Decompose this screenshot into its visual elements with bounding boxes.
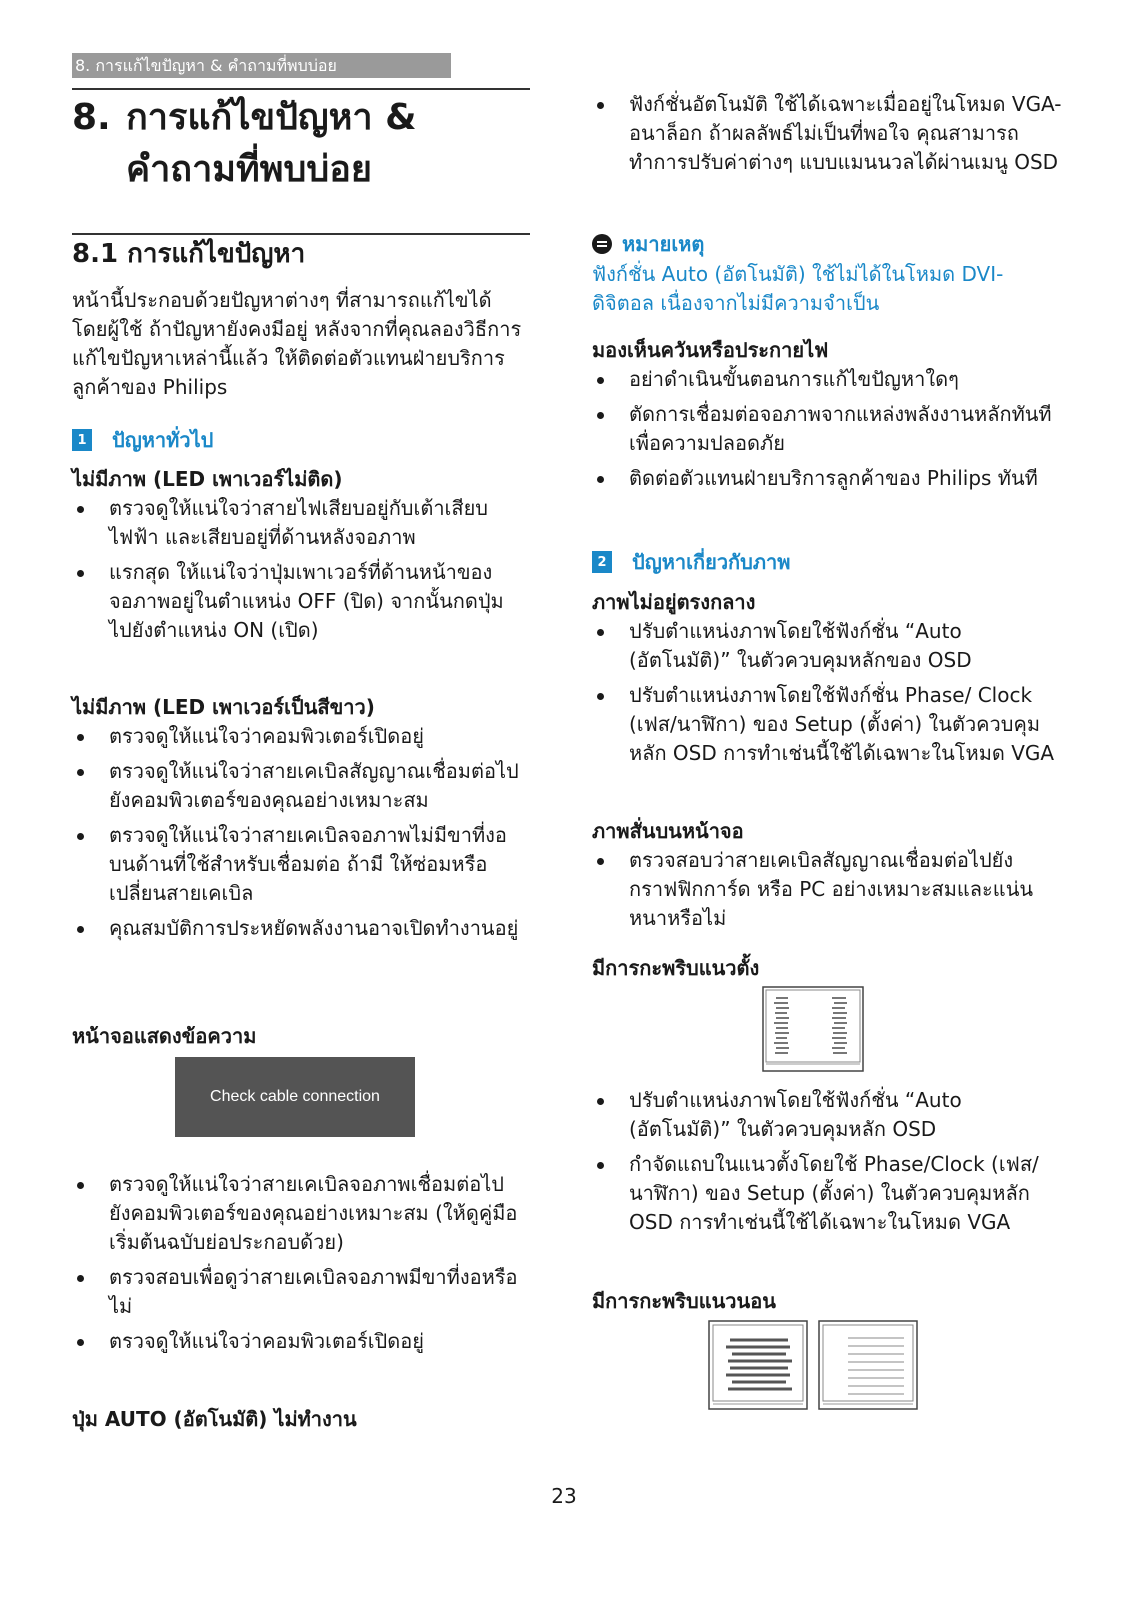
title-rule-bottom [72, 233, 530, 235]
chapter-title [72, 92, 416, 196]
vibrating-block [592, 817, 1062, 939]
section-general-title: ปัญหาทั่วไป [112, 428, 214, 452]
horizontal-flicker-figure [708, 1320, 920, 1412]
smoke-block [592, 336, 1062, 499]
subheading: ไม่มีภาพ (LED เพาเวอร์เป็นสีขาว) [72, 695, 375, 719]
list-item: ตรวจดูให้แน่ใจว่าสายเคเบิลจอภาพไม่มีขาที่งอบนด้านที่ใช้สำหรับเชื่อมต่อ ถ้ามี ให้ซ่อมหรือเปลี่ยนสายเคเบิล [72, 821, 522, 908]
list-item: ตรวจสอบเพื่อดูว่าสายเคเบิลจอภาพมีขาที่งอหรือไม่ [72, 1263, 522, 1321]
intro-text: หน้านี้ประกอบด้วยปัญหาต่างๆ ที่สามารถแก้ไขได้โดยผู้ใช้ ถ้าปัญหายังคงมีอยู่ หลังจากที่คุณลองวิธีการแก้ไขปัญหาเหล่านี้แล้ว ให้ติดต่อตัวแทนฝ่ายบริการลูกค้าของ Philips [72, 288, 522, 399]
subheading: ไม่มีภาพ (LED เพาเวอร์ไม่ติด) [72, 467, 343, 491]
cable-message-box: Check cable connection [175, 1057, 415, 1137]
note-block [592, 228, 1062, 318]
section-image [592, 546, 790, 578]
subheading: มองเห็นควันหรือประกายไฟ [592, 338, 829, 362]
screen-message-list [72, 1170, 522, 1362]
section-general [72, 424, 213, 456]
list-item: ตรวจดูให้แน่ใจว่าสายเคเบิลสัญญาณเชื่อมต่อไปยังคอมพิวเตอร์ของคุณอย่างเหมาะสม [72, 757, 522, 815]
section-title: 8.1 การแก้ไขปัญหา [72, 239, 306, 269]
note-icon [592, 234, 612, 254]
section-badge: 2 [592, 551, 612, 573]
section-badge: 1 [72, 429, 92, 451]
subheading: มีการกะพริบแนวตั้ง [592, 956, 760, 980]
chapter-tag: 8. การแก้ไขปัญหา & คำถามที่พบบ่อย [72, 53, 451, 78]
chapter-title-line2: คำถามที่พบบ่อย [126, 149, 372, 190]
list-item: ตรวจดูให้แน่ใจว่าสายไฟเสียบอยู่กับเต้าเสียบไฟฟ้า และเสียบอยู่ที่ด้านหลังจอภาพ [72, 494, 522, 552]
list-item: ตรวจดูให้แน่ใจว่าคอมพิวเตอร์เปิดอยู่ [72, 722, 522, 751]
list-item: กำจัดแถบในแนวตั้งโดยใช้ Phase/Clock (เฟส/นาฬิกา) ของ Setup (ตั้งค่า) ในตัวควบคุมหลัก OSD การทำเช่นนี้ใช้ได้เฉพาะในโหมด VGA [592, 1150, 1062, 1237]
list-item: ตรวจสอบว่าสายเคเบิลสัญญาณเชื่อมต่อไปยังกราฟฟิกการ์ด หรือ PC อย่างเหมาะสมและแน่นหนาหรือไม่ [592, 846, 1062, 933]
chapter-title-line1: การแก้ไขปัญหา & [126, 97, 417, 138]
intro-block [72, 286, 522, 402]
subheading: ภาพสั่นบนหน้าจอ [592, 819, 744, 843]
list-item: ปรับตำแหน่งภาพโดยใช้ฟังก์ชั่น “Auto (อัตโนมัติ)” ในตัวควบคุมหลัก OSD [592, 1086, 1062, 1144]
auto-button-heading [72, 1405, 522, 1434]
subheading: หน้าจอแสดงข้อความ [72, 1024, 257, 1048]
vertical-flicker-figure [762, 986, 864, 1072]
subheading: มีการกะพริบแนวนอน [592, 1289, 776, 1313]
list-item: คุณสมบัติการประหยัดพลังงานอาจเปิดทำงานอยู่ [72, 914, 522, 943]
section-image-title: ปัญหาเกี่ยวกับภาพ [632, 550, 791, 574]
screen-message-heading [72, 1022, 522, 1051]
list-item: ตรวจดูให้แน่ใจว่าคอมพิวเตอร์เปิดอยู่ [72, 1327, 522, 1356]
no-picture-led-off [72, 465, 522, 651]
list-item: ปรับตำแหน่งภาพโดยใช้ฟังก์ชั่น Phase/ Clock (เฟส/นาฬิกา) ของ Setup (ตั้งค่า) ในตัวควบคุมหลัก OSD การทำเช่นนี้ใช้ได้เฉพาะในโหมด VGA [592, 681, 1062, 768]
subheading: ปุ่ม AUTO (อัตโนมัติ) ไม่ทำงาน [72, 1407, 357, 1431]
list-item: ตรวจดูให้แน่ใจว่าสายเคเบิลจอภาพเชื่อมต่อไปยังคอมพิวเตอร์ของคุณอย่างเหมาะสม (ให้ดูคู่มือเริ่มต้นฉบับย่อประกอบด้วย) [72, 1170, 522, 1257]
not-centered-block [592, 588, 1062, 774]
list-item: ติดต่อตัวแทนฝ่ายบริการลูกค้าของ Philips ทันที [592, 464, 1062, 493]
horizontal-flicker-heading [592, 1287, 1062, 1316]
list-item: อย่าดำเนินขั้นตอนการแก้ไขปัญหาใดๆ [592, 365, 1062, 394]
list-item: แรกสุด ให้แน่ใจว่าปุ่มเพาเวอร์ที่ด้านหน้าของจอภาพอยู่ในตำแหน่ง OFF (ปิด) จากนั้นกดปุ่มไปยังตำแหน่ง ON (เปิด) [72, 558, 522, 645]
chapter-number: 8. [72, 97, 111, 138]
no-picture-led-white [72, 693, 522, 949]
title-rule-top [72, 88, 530, 90]
auto-item-block [592, 90, 1062, 183]
list-item: ปรับตำแหน่งภาพโดยใช้ฟังก์ชั่น “Auto (อัตโนมัติ)” ในตัวควบคุมหลักของ OSD [592, 617, 1062, 675]
list-item: ฟังก์ชั่นอัตโนมัติ ใช้ได้เฉพาะเมื่ออยู่ในโหมด VGA- อนาล็อก ถ้าผลลัพธ์ไม่เป็นที่พอใจ คุณสามารถทำการปรับค่าต่างๆ แบบแมนนวลได้ผ่านเมนู OSD [592, 90, 1062, 177]
list-item: ตัดการเชื่อมต่อจอภาพจากแหล่งพลังงานหลักทันที เพื่อความปลอดภัย [592, 400, 1062, 458]
vertical-flicker-list [592, 1086, 1062, 1243]
note-text: ฟังก์ชั่น Auto (อัตโนมัติ) ใช้ไม่ได้ในโหมด DVI-ดิจิตอล เนื่องจากไม่มีความจำเป็น [592, 262, 1004, 315]
subheading: ภาพไม่อยู่ตรงกลาง [592, 590, 756, 614]
note-label: หมายเหตุ [622, 232, 705, 256]
page-number: 23 [551, 1484, 577, 1508]
vertical-flicker-heading [592, 954, 1062, 983]
